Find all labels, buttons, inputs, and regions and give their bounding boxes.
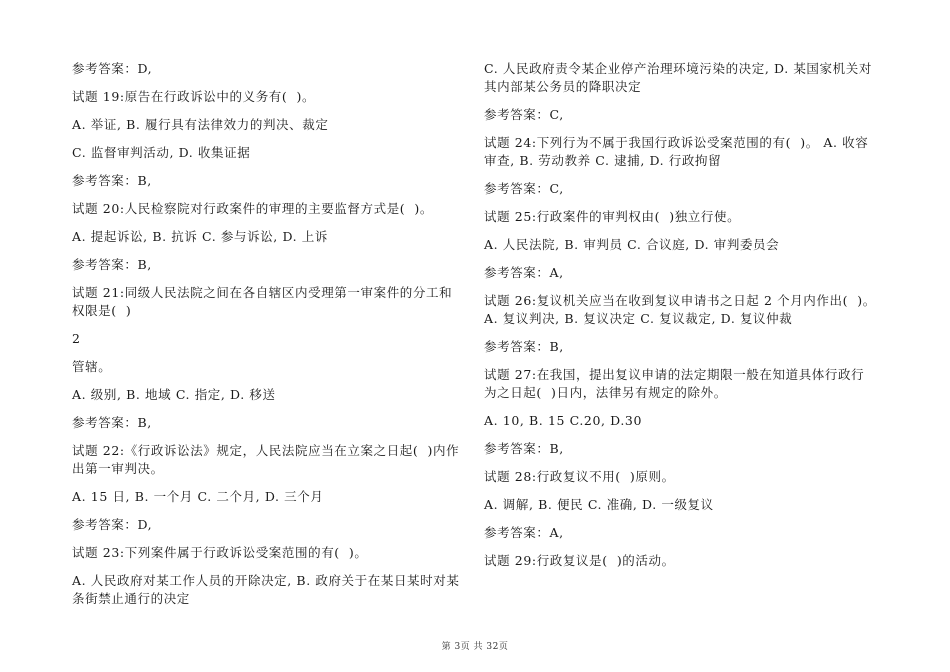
left-paragraph: 管辖。 — [72, 359, 112, 374]
right-paragraph: 试题 28:行政复议不用( )原则。 — [484, 469, 675, 484]
right-paragraph: 参考答案：B, — [484, 441, 564, 456]
left-paragraph: A. 15 日, B. 一个月 C. 二个月, D. 三个月 — [72, 489, 324, 504]
right-paragraph: 参考答案：C, — [484, 181, 564, 196]
right-paragraph: A. 10, B. 15 C.20, D.30 — [484, 413, 643, 428]
right-paragraph: 参考答案：A, — [484, 265, 564, 280]
right-paragraph: 试题 25:行政案件的审判权由( )独立行使。 — [484, 209, 741, 224]
page-footer: 第 3页 共 32页 — [441, 642, 509, 652]
left-column — [72, 60, 460, 618]
right-paragraph: C. 人民政府责令某企业停产治理环境污染的决定, D. 某国家机关对其内部某公务员的降职决定 — [484, 61, 872, 94]
right-column — [484, 60, 881, 580]
left-paragraph: 参考答案：B, — [72, 415, 152, 430]
left-paragraph: 试题 19:原告在行政诉讼中的义务有( )。 — [72, 89, 316, 104]
left-paragraph: A. 人民政府对某工作人员的开除决定, B. 政府关于在某日某时对某条街禁止通行的决定 — [72, 573, 460, 606]
left-paragraph: 2 — [72, 331, 81, 346]
left-paragraph: C. 监督审判活动, D. 收集证据 — [72, 145, 251, 160]
left-paragraph: 试题 21:同级人民法院之间在各自辖区内受理第一审案件的分工和权限是( ) — [72, 285, 453, 318]
right-paragraph: 试题 27:在我国，提出复议申请的法定期限一般在知道具体行政行为之日起( )日内，法律另有规定的除外。 — [484, 367, 865, 400]
right-paragraph: 参考答案：A, — [484, 525, 564, 540]
right-paragraph: A. 人民法院, B. 审判员 C. 合议庭, D. 审判委员会 — [484, 237, 780, 252]
right-paragraph: 参考答案：C, — [484, 107, 564, 122]
left-paragraph: 试题 20:人民检察院对行政案件的审理的主要监督方式是( )。 — [72, 201, 433, 216]
right-paragraph: A. 调解, B. 便民 C. 准确, D. 一级复议 — [484, 497, 714, 512]
left-paragraph: A. 级别, B. 地域 C. 指定, D. 移送 — [72, 387, 276, 402]
left-paragraph: 试题 23:下列案件属于行政诉讼受案范围的有( )。 — [72, 545, 368, 560]
right-paragraph: 试题 29:行政复议是( )的活动。 — [484, 553, 675, 568]
left-paragraph: 参考答案：B, — [72, 173, 152, 188]
left-paragraph: 试题 22:《行政诉讼法》规定，人民法院应当在立案之日起( )内作出第一审判决。 — [72, 443, 460, 476]
right-paragraph: 试题 26:复议机关应当在收到复议申请书之日起 2 个月内作出( )。 A. 复议判决, B. 复议决定 C. 复议裁定, D. 复议仲裁 — [484, 293, 881, 326]
left-paragraph: 参考答案：D, — [72, 61, 153, 76]
right-paragraph: 参考答案：B, — [484, 339, 564, 354]
left-paragraph: A. 举证, B. 履行具有法律效力的判决、裁定 — [72, 117, 329, 132]
left-paragraph: A. 提起诉讼, B. 抗诉 C. 参与诉讼, D. 上诉 — [72, 229, 328, 244]
left-paragraph: 参考答案：B, — [72, 257, 152, 272]
right-paragraph: 试题 24:下列行为不属于我国行政诉讼受案范围的有( )。 A. 收容审查, B. 劳动教养 C. 逮捕, D. 行政拘留 — [484, 135, 869, 168]
left-paragraph: 参考答案：D, — [72, 517, 153, 532]
